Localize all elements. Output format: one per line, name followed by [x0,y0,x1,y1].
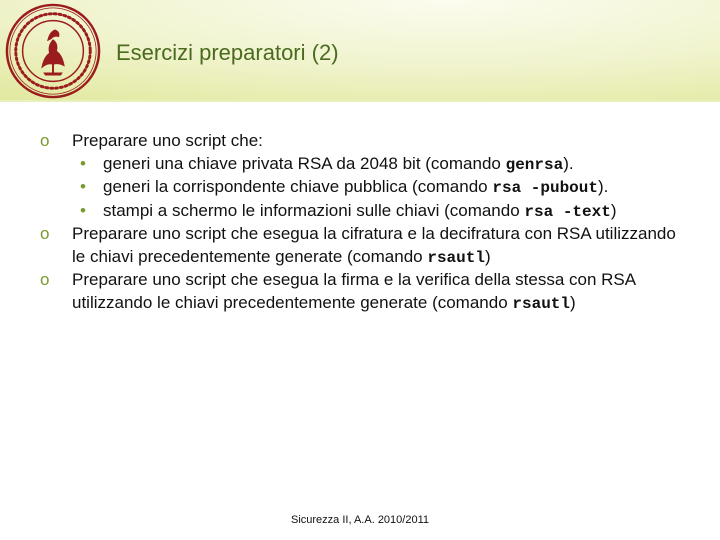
sub-item-text: stampi a schermo le informazioni sulle chiavi (comando [103,200,525,220]
list-marker: o [40,131,50,150]
slide-body [40,130,690,315]
sub-list-item [40,200,690,224]
sub-item-text-end: ) [610,200,617,220]
item-text: Preparare uno script che esegua la firma e la verifica della stessa con RSA utilizzando le chiavi precedentemente generate (comando [72,270,636,312]
header-divider [0,100,720,102]
bullet-icon: • [80,153,86,173]
list-item [40,269,690,315]
sub-item-text: generi la corrispondente chiave pubblica (comando [103,177,493,196]
slide-header [0,0,720,102]
list-item [40,130,690,153]
slide-title: Esercizi preparatori (2) [116,40,339,65]
sub-item-text-end: ). [563,153,574,173]
university-seal-icon [4,2,102,100]
item-text: Preparare uno script che: [72,131,263,150]
item-text-end: ) [484,246,491,266]
list-marker: o [40,224,50,243]
item-text: Preparare uno script che esegua la cifratura e la decifratura con RSA utilizzando le chiavi precedentemente generate (comando [72,224,676,266]
bullet-icon: • [80,177,86,196]
sub-list-item [40,176,690,200]
command-code: rsa -text [524,202,611,221]
sub-item-text: generi una chiave privata RSA da 2048 bit (comando [103,153,506,173]
bullet-icon: • [80,200,86,220]
command-code: genrsa [505,155,564,174]
item-text-end: ) [570,292,576,312]
command-code: rsa -pubout [492,179,598,197]
list-marker: o [40,270,50,289]
list-item [40,223,690,269]
sub-item-text-end: ). [597,177,609,196]
sub-list-item [40,153,690,177]
slide-footer: Sicurezza II, A.A. 2010/2011 [291,514,429,526]
command-code: rsautl [512,294,570,313]
command-code: rsautl [427,248,485,267]
